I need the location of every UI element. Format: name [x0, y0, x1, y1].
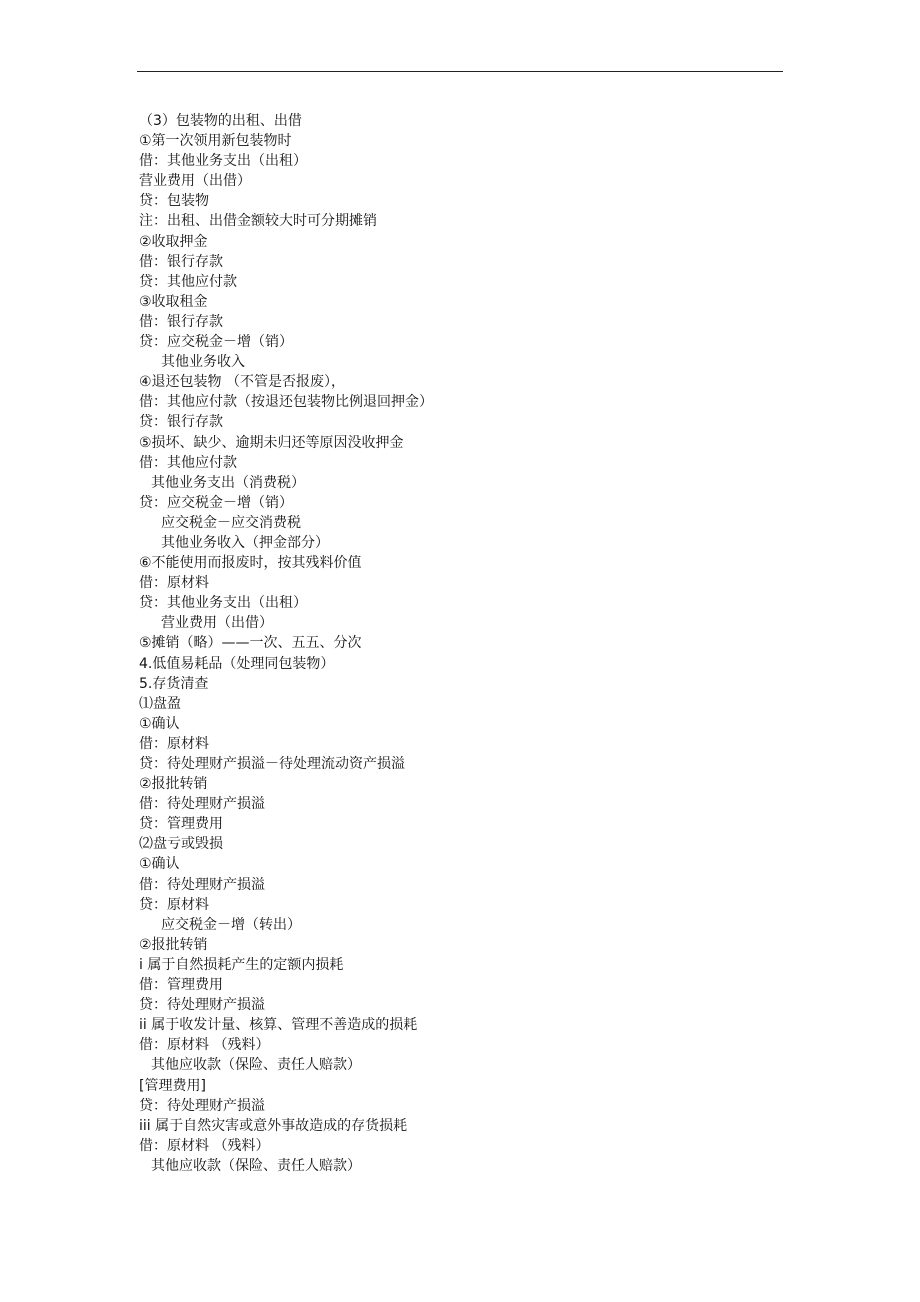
text-line: 贷：管理费用 — [139, 816, 223, 833]
text-line: 贷：其他业务支出（出租） — [139, 595, 307, 612]
text-line: 借：管理费用 — [139, 977, 223, 994]
text-line: 注：出租、出借金额较大时可分期摊销 — [139, 213, 377, 230]
text-line: （3）包装物的出租、出借 — [139, 113, 302, 129]
text-line: ①确认 — [139, 715, 180, 732]
text-line: 贷：原材料 — [139, 896, 209, 913]
text-line: 营业费用（出借） — [139, 173, 251, 190]
text-line: 借：银行存款 — [139, 313, 223, 330]
text-line: 其他业务收入 — [161, 354, 245, 371]
text-line: 其他应收款（保险、责任人赔款） — [151, 1057, 361, 1074]
text-line: ⑴盘盈 — [139, 695, 181, 712]
text-line: ①第一次领用新包装物时 — [139, 133, 292, 150]
text-line: 借：原材料 （残料） — [139, 1037, 270, 1054]
text-line: 其他业务支出（消费税） — [151, 474, 305, 491]
text-line: iii 属于自然灾害或意外事故造成的存货损耗 — [139, 1117, 408, 1134]
text-line: ⑤损坏、缺少、逾期未归还等原因没收押金 — [139, 434, 404, 451]
text-line: 贷：银行存款 — [139, 414, 223, 431]
text-line: 其他业务收入（押金部分） — [161, 534, 329, 551]
text-line: 4.低值易耗品（处理同包装物） — [139, 655, 335, 672]
text-line: 贷：待处理财产损溢－待处理流动资产损溢 — [139, 756, 405, 772]
text-line: ⑥不能使用而报废时，按其残料价值 — [139, 555, 362, 572]
text-line: 贷：待处理财产损溢 — [139, 1097, 265, 1114]
text-line: 应交税金－应交消费税 — [161, 514, 301, 531]
text-line: [管理费用] — [139, 1077, 206, 1094]
text-line: 其他应收款（保险、责任人赔款） — [151, 1157, 361, 1174]
text-line: ③收取租金 — [139, 293, 208, 310]
text-line: 5.存货清查 — [139, 675, 209, 692]
text-line: ⑤摊销（略）——一次、五五、分次 — [139, 635, 362, 652]
text-line: 贷：待处理财产损溢 — [139, 997, 265, 1014]
document-body — [139, 111, 779, 1176]
text-line: ①确认 — [139, 856, 180, 873]
text-line: ④退还包装物 （不管是否报废）， — [139, 374, 346, 391]
text-line: 贷：其他应付款 — [139, 273, 237, 290]
text-line: 借：原材料 — [139, 735, 209, 752]
text-line: 借：原材料 — [139, 575, 209, 592]
text-line: ②报批转销 — [139, 776, 208, 793]
text-line: 借：其他业务支出（出租） — [139, 153, 307, 170]
header-rule — [137, 71, 783, 72]
text-line: 借：银行存款 — [139, 253, 223, 270]
text-line: ⑵盘亏或毁损 — [139, 836, 223, 853]
text-line: 借：待处理财产损溢 — [139, 876, 265, 893]
text-line: 贷：应交税金－增（销） — [139, 334, 293, 351]
text-line: 营业费用（出借） — [161, 615, 273, 632]
text-line: 贷：包装物 — [139, 193, 209, 210]
text-line: ②报批转销 — [139, 936, 208, 953]
text-line: 借：原材料 （残料） — [139, 1137, 270, 1154]
text-line: ii 属于收发计量、核算、管理不善造成的损耗 — [139, 1017, 418, 1034]
text-line: 应交税金－增（转出） — [161, 916, 301, 933]
text-line: 贷：应交税金－增（销） — [139, 494, 293, 511]
text-line: i 属于自然损耗产生的定额内损耗 — [139, 956, 344, 973]
text-line: 借：其他应付款（按退还包装物比例退回押金） — [139, 394, 433, 411]
text-line: ②收取押金 — [139, 233, 208, 250]
text-line: 借：其他应付款 — [139, 454, 237, 471]
text-line: 借：待处理财产损溢 — [139, 796, 265, 813]
